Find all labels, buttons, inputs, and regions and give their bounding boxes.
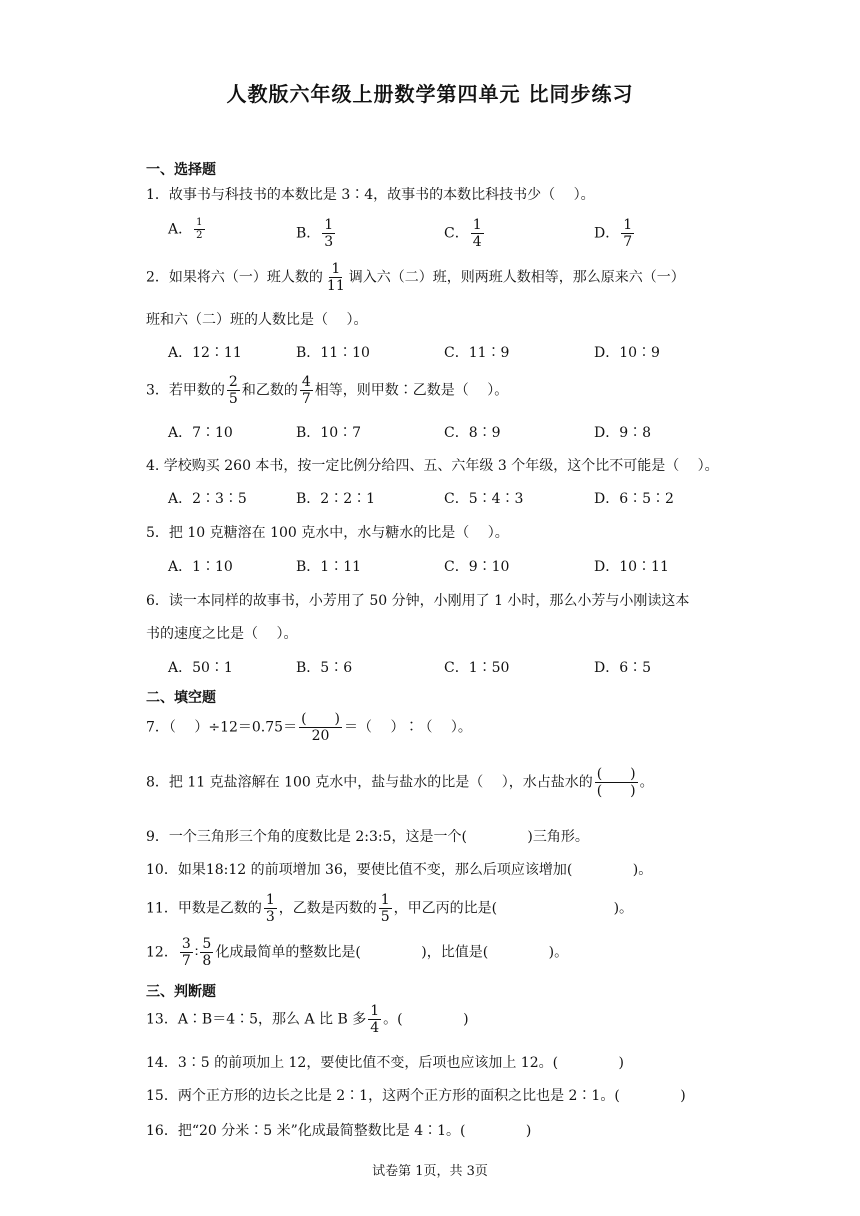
question-6-line2: 书的速度之比是（ ）。 xyxy=(146,626,298,642)
fraction: $\frac{1}{11}$ xyxy=(326,261,345,294)
page-title: 人教版六年级上册数学第四单元 比同步练习 xyxy=(226,82,634,106)
q2-option-a: A．12∶11 xyxy=(168,345,242,361)
question-16: 16．把“20 分米∶5 米”化成最简整数比是 4∶1。( ) xyxy=(146,1123,532,1139)
section-heading-fill: 二、填空题 xyxy=(146,690,216,706)
q1-option-a: A． $\frac{1}{2}$ xyxy=(168,217,203,241)
question-15: 15．两个正方形的边长之比是 2∶1，这两个正方形的面积之比也是 2∶1。( ) xyxy=(146,1088,686,1104)
question-11: 11．甲数是乙数的 $\frac{1}{3}$ ，乙数是丙数的 $\frac{1}{5}$ ，甲乙丙的比是( )。 xyxy=(146,892,634,925)
question-3: 3．若甲数的 $\frac{2}{5}$ 和乙数的 $\frac{4}{7}$ 相等，则甲数∶乙数是（ ）。 xyxy=(146,374,509,407)
q5-option-d: D．10∶11 xyxy=(594,559,669,575)
q6-option-b: B．5∶6 xyxy=(296,660,353,676)
fraction: $\frac{1}{4}$ xyxy=(472,217,482,250)
q3-option-d: D．9∶8 xyxy=(594,425,652,441)
q4-option-b: B．2∶2∶1 xyxy=(296,491,376,507)
q6-option-a: A．50∶1 xyxy=(168,660,233,676)
fraction: $\frac{1}{3}$ xyxy=(324,217,334,250)
question-2-line2: 班和六（二）班的人数比是（ ）。 xyxy=(146,312,368,328)
fraction: $\frac{5}{8}$ xyxy=(202,936,212,969)
fraction: $\frac{( )}{( )}$ xyxy=(596,766,636,799)
fraction: $\frac{1}{5}$ xyxy=(380,892,390,925)
fraction: $\frac{( )}{20}$ xyxy=(301,711,341,744)
q1-option-d: D． $\frac{1}{7}$ xyxy=(594,217,633,250)
question-5: 5．把 10 克糖溶在 100 克水中，水与糖水的比是（ ）。 xyxy=(146,525,509,541)
fraction: $\frac{2}{5}$ xyxy=(228,374,238,407)
question-1: 1．故事书与科技书的本数比是 3∶4，故事书的本数比科技书少（ ）。 xyxy=(146,187,595,203)
fraction: $\frac{1}{7}$ xyxy=(623,217,633,250)
fraction: $\frac{4}{7}$ xyxy=(301,374,311,407)
question-8: 8．把 11 克盐溶解在 100 克水中，盐与盐水的比是（ ），水占盐水的 $\frac{( )}{( )}$ 。 xyxy=(146,766,654,799)
page-footer: 试卷第 1页，共 3页 xyxy=(372,1164,488,1179)
q5-option-c: C．9∶10 xyxy=(444,559,510,575)
question-7: 7．（ ）÷12＝0.75＝ $\frac{( )}{20}$ ＝（ ）∶（ ）。 xyxy=(146,711,472,744)
q3-option-c: C．8∶9 xyxy=(444,425,501,441)
question-12: 12． $\frac{3}{7}$ ∶ $\frac{5}{8}$ 化成最简单的整数比是( )，比值是( )。 xyxy=(146,936,569,969)
question-9: 9．一个三角形三个角的度数比是 2:3:5，这是一个( )三角形。 xyxy=(146,829,589,845)
q5-option-b: B．1∶11 xyxy=(296,559,362,575)
q1-option-c: C． $\frac{1}{4}$ xyxy=(444,217,482,250)
fraction: $\frac{1}{3}$ xyxy=(265,892,275,925)
q2-option-b: B．11∶10 xyxy=(296,345,370,361)
question-2: 2．如果将六（一）班人数的 $\frac{1}{11}$ 调入六（二）班，则两班人数相等，那么原来六（一） xyxy=(146,261,685,294)
q2-option-d: D．10∶9 xyxy=(594,345,660,361)
question-14: 14．3∶5 的前项加上 12，要使比值不变，后项也应该加上 12。( ) xyxy=(146,1055,624,1071)
section-heading-choice: 一、选择题 xyxy=(146,162,216,178)
question-10: 10．如果18:12 的前项增加 36，要使比值不变，那么后项应该增加( )。 xyxy=(146,862,653,878)
q6-option-c: C．1∶50 xyxy=(444,660,510,676)
q5-option-a: A．1∶10 xyxy=(168,559,233,575)
section-heading-judge: 三、判断题 xyxy=(146,984,216,1000)
q1-option-b: B． $\frac{1}{3}$ xyxy=(296,217,334,250)
q2-option-c: C．11∶9 xyxy=(444,345,510,361)
fraction: $\frac{1}{4}$ xyxy=(370,1003,380,1036)
question-4: 4. 学校购买 260 本书，按一定比例分给四、五、六年级 3 个年级，这个比不可能是（ ）。 xyxy=(146,458,719,474)
q4-option-c: C．5∶4∶3 xyxy=(444,491,524,507)
question-13: 13．A∶B＝4∶5，那么 A 比 B 多 $\frac{1}{4}$ 。( ) xyxy=(146,1003,469,1036)
q4-option-a: A．2∶3∶5 xyxy=(168,491,247,507)
question-6: 6．读一本同样的故事书，小芳用了 50 分钟，小刚用了 1 小时，那么小芳与小刚读这本 xyxy=(146,593,690,609)
fraction: $\frac{1}{2}$ xyxy=(196,217,203,241)
q3-option-a: A．7∶10 xyxy=(168,425,233,441)
fraction: $\frac{3}{7}$ xyxy=(181,936,191,969)
q3-option-b: B．10∶7 xyxy=(296,425,362,441)
q4-option-d: D．6∶5∶2 xyxy=(594,491,674,507)
q6-option-d: D．6∶5 xyxy=(594,660,652,676)
